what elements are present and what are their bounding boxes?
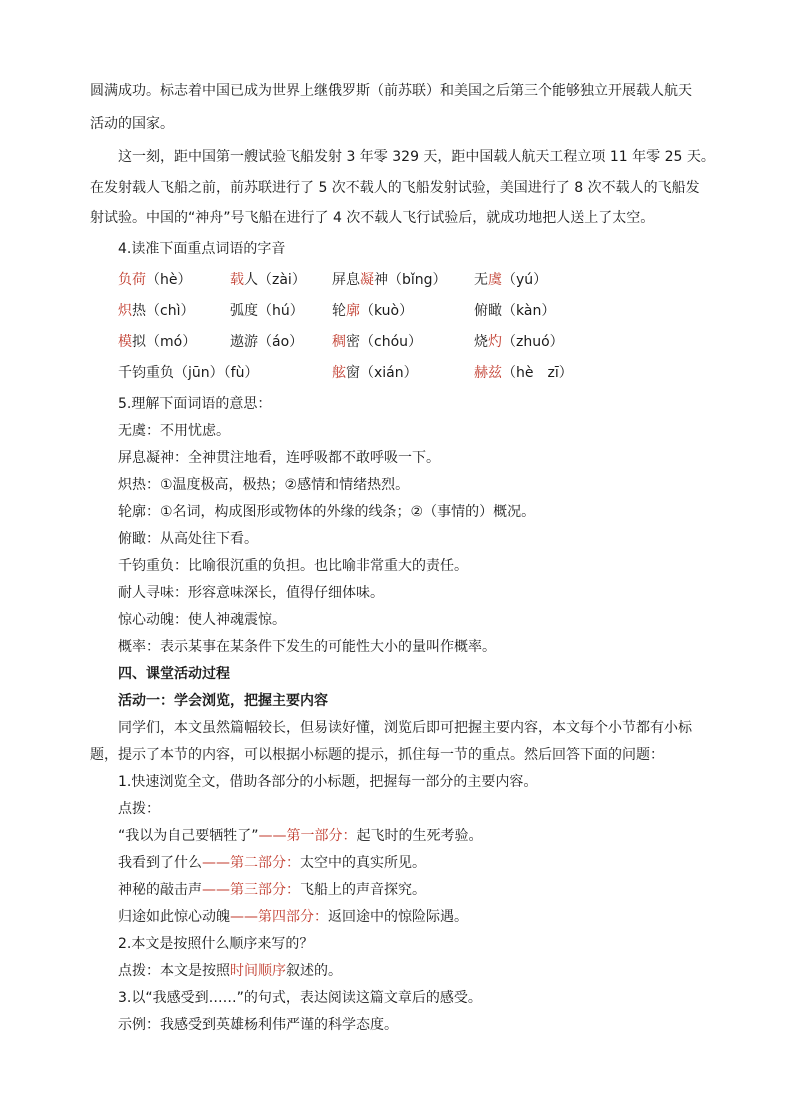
word-text: 神 [374,272,388,288]
answer-prefix: 点拨：本文是按照 [118,963,230,979]
part-label: 第三部分： [230,882,300,898]
question: 3.以“我感受到……”的句式，表达阅读这篇文章后的感受。 [118,990,482,1006]
word-highlight: 赫兹 [474,365,502,381]
pronunciation-word [230,301,304,321]
definition-item: 耐人寻味：形容意味深长，值得仔细体味。 [118,585,384,601]
definition-item: 俯瞰：从高处往下看。 [118,531,258,547]
paragraph-line: 在发射载人飞船之前，前苏联进行了 5 次不载人的飞船发射试验，美国进行了 8 次不载人的飞船发 [90,180,700,196]
part-dash: —— [258,828,287,844]
word-highlight: 凝 [360,272,374,288]
word-highlight: 负荷 [118,272,146,288]
example: 示例：我感受到英雄杨利伟严谨的科学态度。 [118,1017,398,1033]
part-title: 我看到了什么 [118,855,202,871]
part-label: 第二部分： [230,855,300,871]
word-pinyin: （zài） [258,272,306,288]
part-summary [118,907,468,927]
word-text: 轮 [332,303,346,319]
word-pinyin: （yú） [502,272,548,288]
word-highlight: 载 [230,272,244,288]
word-pinyin: （kuò） [360,303,414,319]
word-pinyin: （mó） [146,334,197,350]
pronunciation-word [118,363,258,383]
definition-item: 概率：表示某事在某条件下发生的可能性大小的量叫作概率。 [118,639,496,655]
pronunciation-word [230,270,306,290]
definition-item: 轮廓：①名词，构成图形或物体的外缘的线条；②（事情的）概况。 [118,504,536,520]
word-pinyin: （xián） [360,365,418,381]
word-highlight: 炽 [118,303,132,319]
pronunciation-word [332,270,447,290]
word-pinyin: （zhuó） [502,334,564,350]
question: 1.快速浏览全文，借助各部分的小标题，把握每一部分的主要内容。 [118,774,538,790]
paragraph-line: 射试验。中国的“神舟”号飞船在进行了 4 次不载人飞行试验后，就成功地把人送上了太空。 [90,210,655,226]
definition-item: 炽热：①温度极高，极热；②感情和情绪热烈。 [118,477,410,493]
word-text: 密 [346,334,360,350]
part-dash: —— [230,909,258,925]
section-4-title: 4.读准下面重点词语的字音 [118,241,286,257]
paragraph-line: 题，提示了本节的内容，可以根据小标题的提示，抓住每一节的重点。然后回答下面的问题： [90,747,664,763]
pronunciation-word [332,301,413,321]
word-text: 窗 [346,365,360,381]
part-dash: —— [202,882,230,898]
word-highlight: 舷 [332,365,346,381]
part-label: 第一部分： [286,828,357,844]
pronunciation-word [332,363,418,383]
word-pinyin: （hè） [146,272,192,288]
definition-item: 屏息凝神：全神贯注地看，连呼吸都不敢呼吸一下。 [118,450,440,466]
answer-highlight: 时间顺序 [230,963,286,979]
word-text: 烧 [474,334,488,350]
definition-item: 惊心动魄：使人神魂震惊。 [118,612,286,628]
word-pinyin: （chóu） [360,334,423,350]
pronunciation-word [474,301,555,321]
part-title: 神秘的敲击声 [118,882,202,898]
word-text: 热 [132,303,146,319]
pronunciation-word [118,332,196,352]
part-desc: 飞船上的声音探究。 [300,882,426,898]
word-highlight: 灼 [488,334,502,350]
pronunciation-word [474,270,547,290]
word-highlight: 廓 [346,303,360,319]
word-text: 弧度 [230,303,258,319]
part-title: “我以为自己要牺牲了” [118,828,259,844]
word-text: 无 [474,272,488,288]
paragraph-line: 圆满成功。标志着中国已成为世界上继俄罗斯（前苏联）和美国之后第三个能够独立开展载人航天 [90,83,692,99]
word-text: 千钧重负 [118,365,174,381]
pronunciation-word [118,301,194,321]
part-summary [118,853,426,873]
part-desc: 起飞时的生死考验。 [356,828,483,844]
word-pinyin: （hè zī） [502,365,573,381]
word-text: 俯瞰 [474,303,502,319]
answer [118,961,342,981]
activity-heading: 活动一：学会浏览，把握主要内容 [118,693,328,709]
paragraph-line: 活动的国家。 [90,116,174,132]
word-text: 屏息 [332,272,360,288]
word-text: 拟 [132,334,146,350]
word-pinyin: （kàn） [502,303,556,319]
part-desc: 太空中的真实所见。 [300,855,426,871]
part-desc: 返回途中的惊险际遇。 [328,909,468,925]
paragraph-line: 同学们，本文虽然篇幅较长，但易读好懂，浏览后即可把握主要内容，本文每个小节都有小标 [118,720,692,736]
part-title: 归途如此惊心动魄 [118,909,230,925]
pronunciation-word [332,332,422,352]
word-pinyin: （bǐng） [388,272,447,288]
pronunciation-word [118,270,192,290]
word-pinyin: （jūn）（fù） [174,365,259,381]
word-highlight: 模 [118,334,132,350]
pronunciation-word [230,332,303,352]
word-pinyin: （áo） [258,334,304,350]
answer-suffix: 叙述的。 [286,963,342,979]
paragraph-line: 这一刻，距中国第一艘试验飞船发射 3 年零 329 天，距中国载人航天工程立项 11 年零 25 天。 [118,149,715,165]
section-5-title: 5.理解下面词语的意思： [118,396,272,412]
part-label: 第四部分： [258,909,328,925]
part-summary [118,826,483,846]
part-summary [118,880,426,900]
word-pinyin: （chì） [146,303,195,319]
word-text: 人 [244,272,258,288]
word-highlight: 虞 [488,272,502,288]
hint-label: 点拨： [118,801,160,817]
pronunciation-word [474,332,564,352]
definition-item: 无虞：不用忧虑。 [118,423,230,439]
word-pinyin: （hú） [258,303,304,319]
pronunciation-word [474,363,573,383]
section-heading: 四、课堂活动过程 [118,666,230,682]
part-dash: —— [202,855,230,871]
word-text: 遨游 [230,334,258,350]
word-highlight: 稠 [332,334,346,350]
definition-item: 千钧重负：比喻很沉重的负担。也比喻非常重大的责任。 [118,558,468,574]
question: 2.本文是按照什么顺序来写的？ [118,936,314,952]
